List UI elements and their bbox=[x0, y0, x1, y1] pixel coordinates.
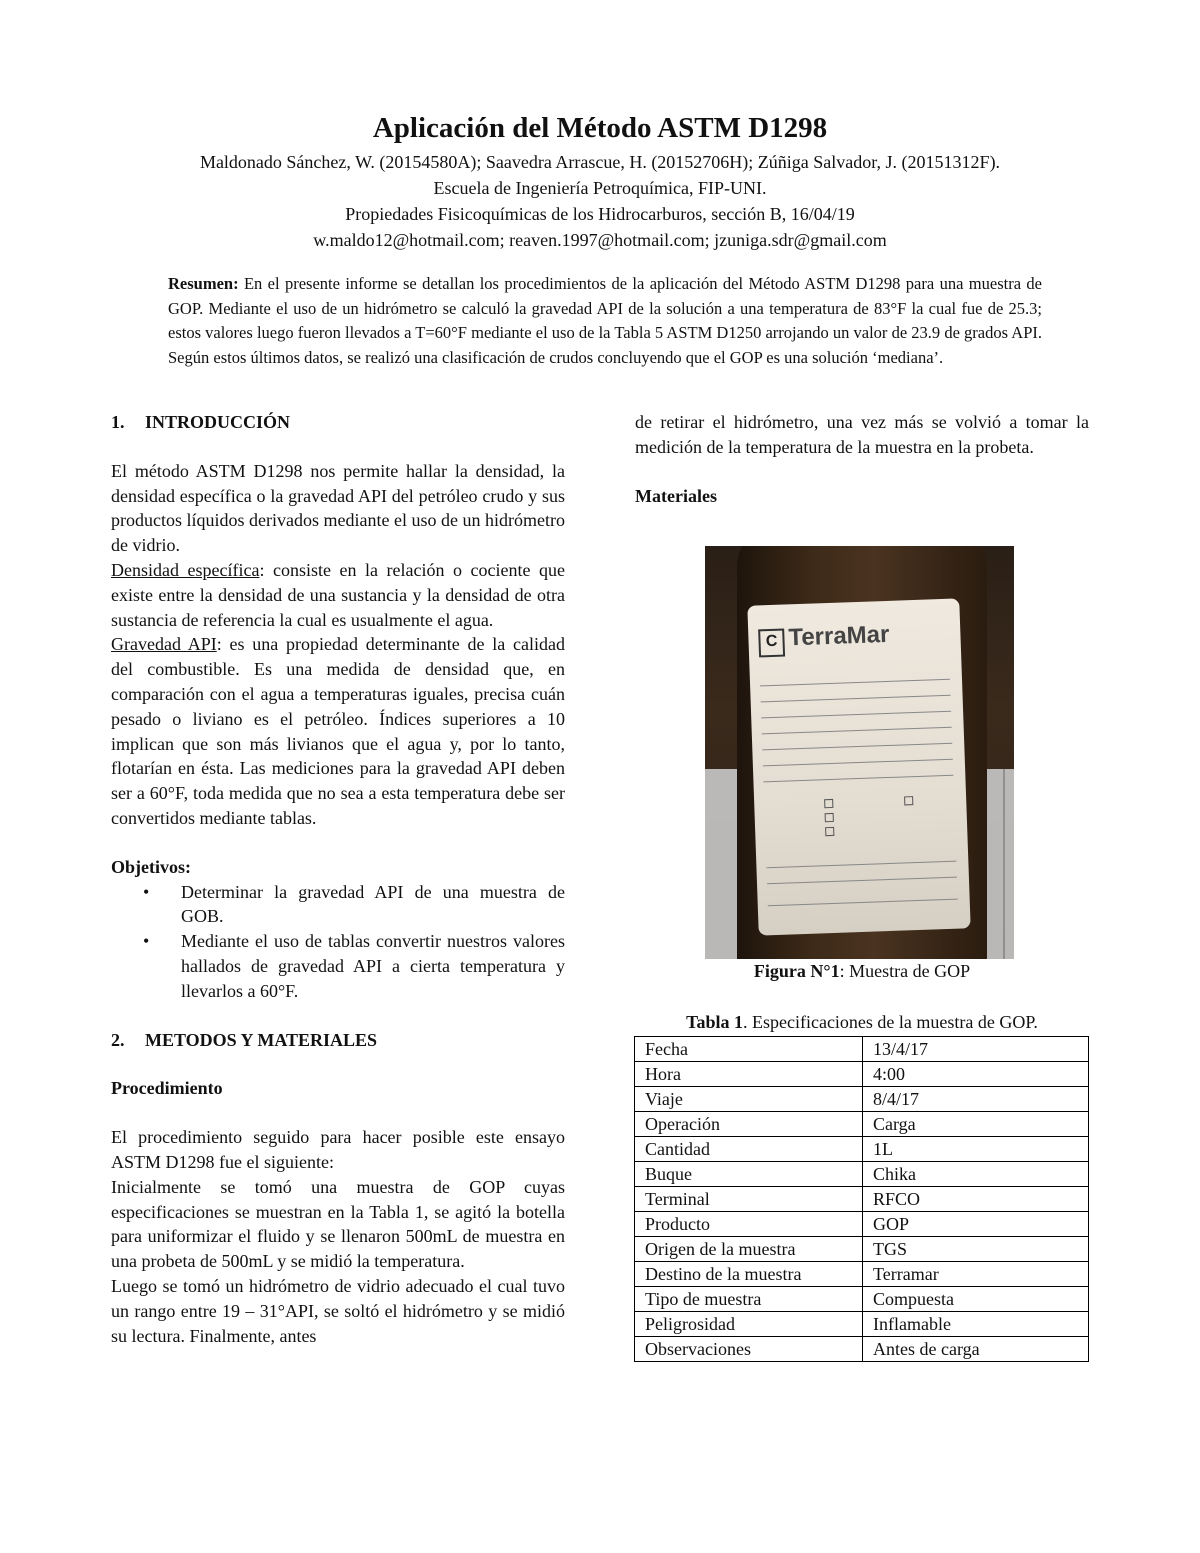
table-row: Destino de la muestra Terramar bbox=[635, 1262, 1089, 1287]
form-line bbox=[761, 711, 951, 719]
list-item: • Mediante el uso de tablas convertir nuestros valores hallados de gravedad API a cierta temperatura y llevarlos a 60°F. bbox=[143, 931, 565, 1001]
form-line bbox=[768, 899, 958, 907]
course-info: Propiedades Fisicoquímicas de los Hidrocarburos, sección B, 16/04/19 bbox=[345, 204, 855, 224]
sample-bottle-photo bbox=[705, 546, 1014, 959]
paper-header bbox=[100, 112, 1100, 253]
form-line bbox=[766, 861, 956, 869]
intro-paragraph: El método ASTM D1298 nos permite hallar la densidad, la densidad específica o la gravedad API del petróleo crudo y sus productos líquidos derivados mediante el uso de un hidrómetro de vidrio. bbox=[111, 460, 565, 556]
checkbox-icon bbox=[824, 799, 833, 808]
section-intro-heading bbox=[111, 410, 565, 435]
section-title: METODOS Y MATERIALES bbox=[145, 1029, 378, 1050]
definition: : es una propiedad determinante de la calidad del combustible. Es una medida de densidad que, en comparación con el agua a temperaturas iguales, precisa cuán pesado o liviano es el petróleo. Índices superiores a 10 implican que son más livianos que el agua y, por lo tanto, flotarían en ésta. Las mediciones para la gravedad API deben ser a 60°F, toda medida que no sea a esta temperatura debe ser convertidos mediante tablas. bbox=[111, 634, 565, 828]
abstract-label: Resumen: bbox=[168, 274, 239, 293]
table-row: Peligrosidad Inflamable bbox=[635, 1312, 1089, 1337]
objectives-list bbox=[111, 880, 565, 1004]
term: Densidad específica bbox=[111, 559, 260, 580]
form-line bbox=[767, 877, 957, 885]
table-row: Viaje 8/4/17 bbox=[635, 1087, 1089, 1112]
section-number: 1. bbox=[111, 412, 125, 432]
checkbox-icon bbox=[904, 796, 913, 805]
table-row: Hora 4:00 bbox=[635, 1062, 1089, 1087]
company-logo-icon: C bbox=[758, 629, 785, 658]
procedure-paragraph-1: El procedimiento seguido para hacer posible este ensayo ASTM D1298 fue el siguiente: bbox=[111, 1127, 565, 1172]
list-item: • Determinar la gravedad API de una muestra de GOB. bbox=[143, 881, 565, 927]
table-row: Operación Carga bbox=[635, 1112, 1089, 1137]
table-row: Observaciones Antes de carga bbox=[635, 1337, 1089, 1362]
table-row: Origen de la muestra TGS bbox=[635, 1237, 1089, 1262]
paper-title: Aplicación del Método ASTM D1298 bbox=[372, 112, 828, 144]
right-column bbox=[635, 410, 1089, 508]
form-line bbox=[762, 743, 952, 751]
table-row: Fecha 13/4/17 bbox=[635, 1037, 1089, 1062]
school: Escuela de Ingeniería Petroquímica, FIP-UNI. bbox=[433, 178, 767, 198]
definition: : consiste en la relación o cociente que existe entre la densidad de una sustancia y la densidad de otra sustancia de referencia la cual es usualmente el agua. bbox=[111, 559, 565, 630]
bullet-icon: • bbox=[143, 931, 150, 952]
bullet-icon: • bbox=[143, 881, 150, 902]
term: Gravedad API bbox=[111, 634, 217, 655]
table-row: Cantidad 1L bbox=[635, 1137, 1089, 1162]
emails: w.maldo12@hotmail.com; reaven.1997@hotmail.com; jzuniga.sdr@gmail.com bbox=[313, 230, 887, 250]
materials-heading: Materiales bbox=[635, 485, 717, 506]
specifications-table bbox=[634, 1036, 1089, 1362]
table-row: Producto GOP bbox=[635, 1212, 1089, 1237]
figure-caption: Figura N°1: Muestra de GOP bbox=[753, 961, 971, 981]
figure-label: Figura N°1 bbox=[753, 961, 840, 981]
definition-api-gravity bbox=[111, 632, 565, 830]
checkbox-icon bbox=[825, 827, 834, 836]
left-column bbox=[111, 410, 565, 1348]
procedure-heading: Procedimiento bbox=[111, 1078, 223, 1099]
abstract-text: En el presente informe se detallan los procedimientos de la aplicación del Método ASTM D1298 para una muestra de GOP. Mediante el uso de un hidrómetro se calculó la gravedad API de la solución a una temperatura de 83°F la cual fue de 25.3; estos valores luego fueron llevados a T=60°F mediante el uso de la Tabla 5 ASTM D1250 arrojando un valor de 23.9 de grados API. Según estos últimos datos, se realizó una clasificación de crudos concluyendo que el GOP es una solución ‘mediana’. bbox=[168, 274, 1042, 367]
bottle-label bbox=[747, 598, 970, 935]
table-row: Buque Chika bbox=[635, 1162, 1089, 1187]
table-caption: Tabla 1. Especificaciones de la muestra de GOP. bbox=[686, 1012, 1038, 1032]
form-line bbox=[762, 727, 952, 735]
procedure-paragraph-3-continued: de retirar el hidrómetro, una vez más se volvió a tomar la medición de la temperatura de la muestra en la probeta. bbox=[635, 412, 1089, 457]
section-methods-heading bbox=[111, 1028, 565, 1053]
bottle-logo-text: TerraMar bbox=[787, 620, 890, 652]
form-line bbox=[760, 679, 950, 687]
form-line bbox=[763, 759, 953, 767]
definition-specific-density bbox=[111, 558, 565, 632]
procedure-paragraph-3: Luego se tomó un hidrómetro de vidrio adecuado el cual tuvo un rango entre 19 – 31°API, se soltó el hidrómetro y se midió su lectura. Finalmente, antes bbox=[111, 1275, 565, 1346]
checkbox-icon bbox=[825, 813, 834, 822]
abstract bbox=[168, 272, 1042, 370]
table-label: Tabla 1 bbox=[686, 1012, 743, 1032]
form-line bbox=[761, 695, 951, 703]
table-row: Tipo de muestra Compuesta bbox=[635, 1287, 1089, 1312]
section-title: INTRODUCCIÓN bbox=[145, 412, 291, 432]
table-row: Terminal RFCO bbox=[635, 1187, 1089, 1212]
objectives-heading: Objetivos: bbox=[111, 856, 191, 877]
procedure-paragraph-2: Inicialmente se tomó una muestra de GOP cuyas especificaciones se muestran en la Tabla 1, se agitó la botella para uniformizar el fluido y se llenaron 500mL de muestra en una probeta de 500mL y se midió la temperatura. bbox=[111, 1176, 565, 1272]
section-number: 2. bbox=[111, 1029, 125, 1050]
authors: Maldonado Sánchez, W. (20154580A); Saavedra Arrascue, H. (20152706H); Zúñiga Salvador, J. (20151312F). bbox=[199, 152, 1001, 172]
form-line bbox=[763, 775, 953, 783]
